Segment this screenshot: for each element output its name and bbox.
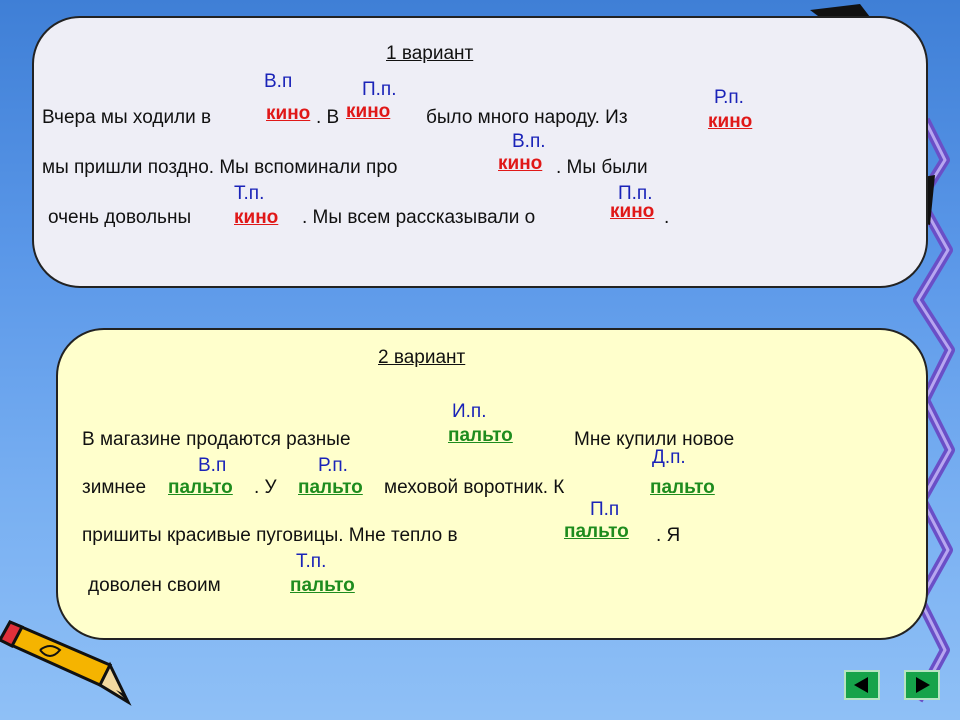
triangle-right-icon bbox=[906, 672, 938, 698]
case-label: И.п. bbox=[452, 401, 487, 422]
case-label: В.п. bbox=[512, 131, 546, 152]
answer-word-palto[interactable]: пальто bbox=[290, 575, 355, 596]
sentence-text: мы пришли поздно. Мы вспоминали про bbox=[42, 157, 398, 178]
case-label: Т.п. bbox=[234, 183, 265, 204]
sentence-text: . У bbox=[254, 477, 277, 498]
variant-1-title: 1 вариант bbox=[386, 43, 474, 64]
next-slide-button[interactable] bbox=[904, 670, 940, 700]
answer-word-kino[interactable]: кино bbox=[266, 103, 311, 124]
answer-word-palto[interactable]: пальто bbox=[650, 477, 715, 498]
triangle-left-icon bbox=[846, 672, 878, 698]
answer-word-kino[interactable]: кино bbox=[498, 153, 543, 174]
sentence-text: было много народу. Из bbox=[426, 107, 628, 128]
case-label: П.п. bbox=[618, 183, 653, 204]
answer-word-palto[interactable]: пальто bbox=[298, 477, 363, 498]
sentence-text: очень довольны bbox=[48, 207, 192, 228]
case-label: Р.п. bbox=[714, 87, 744, 108]
case-label: В.п bbox=[198, 455, 227, 476]
answer-word-kino[interactable]: кино bbox=[610, 201, 655, 222]
case-label: П.п. bbox=[362, 79, 397, 100]
sentence-text: меховой воротник. К bbox=[384, 477, 565, 498]
sentence-text: Вчера мы ходили в bbox=[42, 107, 212, 128]
sentence-text: Мне купили новое bbox=[574, 429, 735, 450]
variant-2-title: 2 вариант bbox=[378, 347, 466, 368]
answer-word-kino[interactable]: кино bbox=[708, 111, 753, 132]
answer-word-palto[interactable]: пальто bbox=[448, 425, 513, 446]
case-label: Р.п. bbox=[318, 455, 348, 476]
case-label: Д.п. bbox=[652, 447, 686, 468]
case-label: П.п bbox=[590, 499, 620, 520]
variant-1-panel bbox=[32, 16, 928, 288]
sentence-text: зимнее bbox=[82, 477, 147, 498]
prev-slide-button[interactable] bbox=[844, 670, 880, 700]
answer-word-kino[interactable]: кино bbox=[234, 207, 279, 228]
sentence-text: . В bbox=[316, 107, 340, 128]
case-label: Т.п. bbox=[296, 551, 327, 572]
sentence-text: . bbox=[664, 207, 670, 228]
sentence-text: пришиты красивые пуговицы. Мне тепло в bbox=[82, 525, 458, 546]
sentence-text: . Я bbox=[656, 525, 681, 546]
answer-word-kino[interactable]: кино bbox=[346, 101, 391, 122]
answer-word-palto[interactable]: пальто bbox=[168, 477, 233, 498]
sentence-text: В магазине продаются разные bbox=[82, 429, 351, 450]
case-label: В.п bbox=[264, 71, 293, 92]
sentence-text: . Мы всем рассказывали о bbox=[302, 207, 536, 228]
sentence-text: доволен своим bbox=[88, 575, 221, 596]
sentence-text: . Мы были bbox=[556, 157, 648, 178]
answer-word-palto[interactable]: пальто bbox=[564, 521, 629, 542]
